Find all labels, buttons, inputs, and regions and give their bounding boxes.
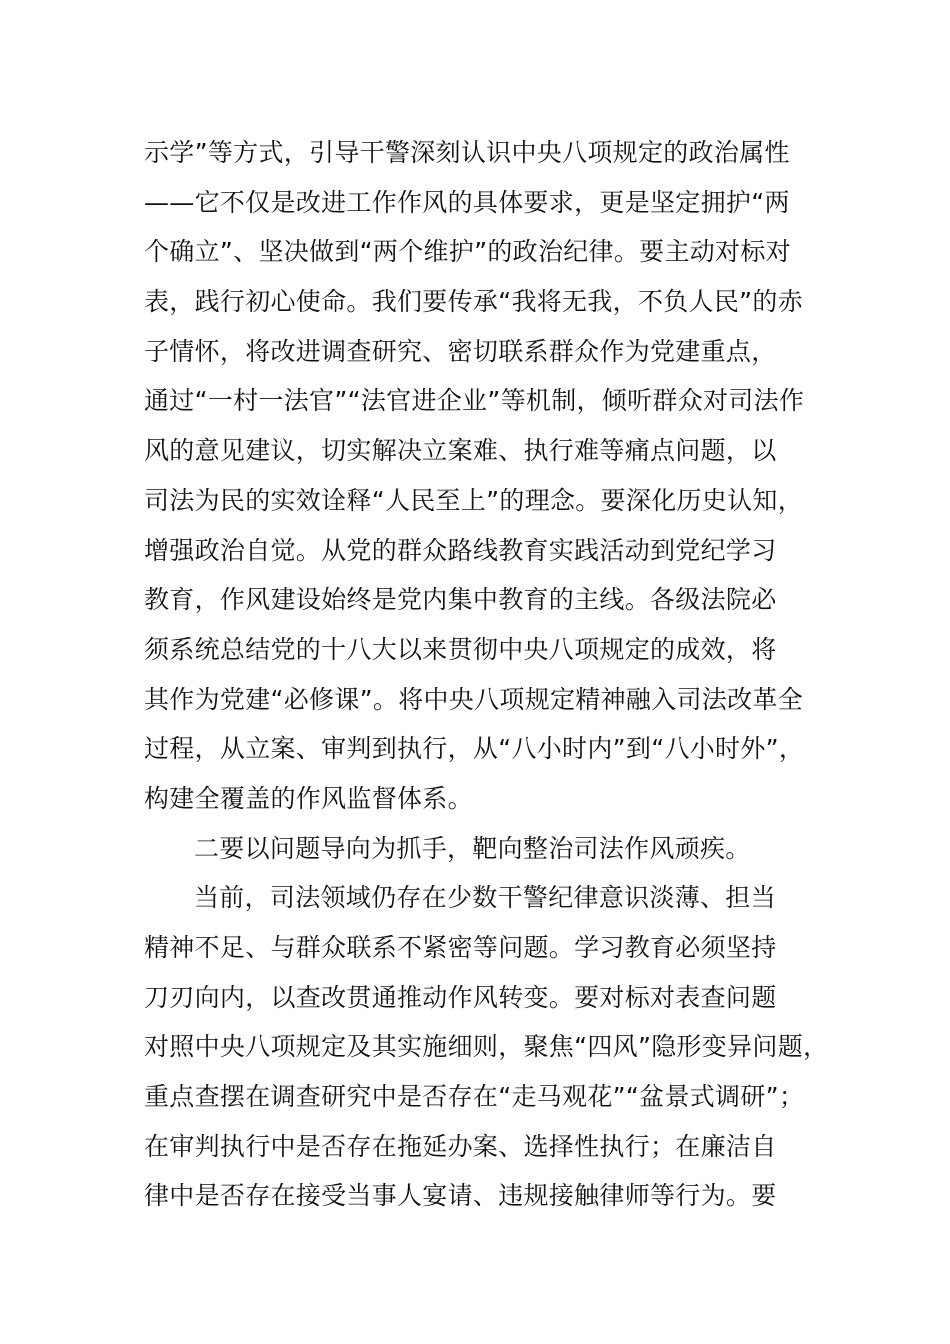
text-line: 通过“一村一法官”“法官进企业”等机制，倾听群众对司法作 — [144, 386, 805, 416]
text-line: 教育，作风建设始终是党内集中教育的主线。各级法院必 — [144, 585, 777, 615]
text-line: 在审判执行中是否存在拖延办案、选择性执行；在廉洁自 — [144, 1131, 777, 1161]
text-line: 风的意见建议，切实解决立案难、执行难等痛点问题，以 — [144, 436, 777, 466]
text-line: 司法为民的实效诠释“人民至上”的理念。要深化历史认知， — [144, 485, 804, 515]
section-heading: 二要以问题导向为抓手，靶向整治司法作风顽疾。 — [194, 833, 751, 863]
text-line: 过程，从立案、审判到执行，从“八小时内”到“八小时外”， — [144, 734, 805, 764]
text-line: 增强政治自觉。从党的群众路线教育实践活动到党纪学习 — [144, 535, 777, 565]
text-line: 精神不足、与群众联系不紧密等问题。学习教育必须坚持 — [144, 933, 777, 962]
text-line: 刀刃向内，以查改贯通推动作风转变。要对标对表查问题 — [144, 982, 777, 1012]
text-line: 个确立”、坚决做到“两个维护”的政治纪律。要主动对标对 — [144, 237, 791, 267]
text-line: 表，践行初心使命。我们要传承“我将无我，不负人民”的赤 — [144, 287, 804, 317]
text-line: 律中是否存在接受当事人宴请、违规接触律师等行为。要 — [144, 1181, 777, 1211]
text-line: 子情怀，将改进调查研究、密切联系群众作为党建重点， — [144, 336, 777, 366]
text-line: 其作为党建“必修课”。将中央八项规定精神融入司法改革全 — [144, 684, 804, 714]
text-line: 构建全覆盖的作风监督体系。 — [144, 783, 473, 813]
text-line: 示学”等方式，引导干警深刻认识中央八项规定的政治属性 — [144, 138, 790, 167]
text-line: ——它不仅是改进工作作风的具体要求，更是坚定拥护“两 — [144, 187, 790, 217]
text-line: 当前，司法领域仍存在少数干警纪律意识淡薄、担当 — [194, 883, 776, 913]
text-line: 须系统总结党的十八大以来贯彻中央八项规定的成效，将 — [144, 634, 777, 664]
text-line: 重点查摆在调查研究中是否存在“走马观花”“盆景式调研”； — [144, 1082, 805, 1112]
body-text — [144, 128, 844, 1221]
text-line: 对照中央八项规定及其实施细则，聚焦“四风”隐形变异问题， — [144, 1032, 829, 1062]
